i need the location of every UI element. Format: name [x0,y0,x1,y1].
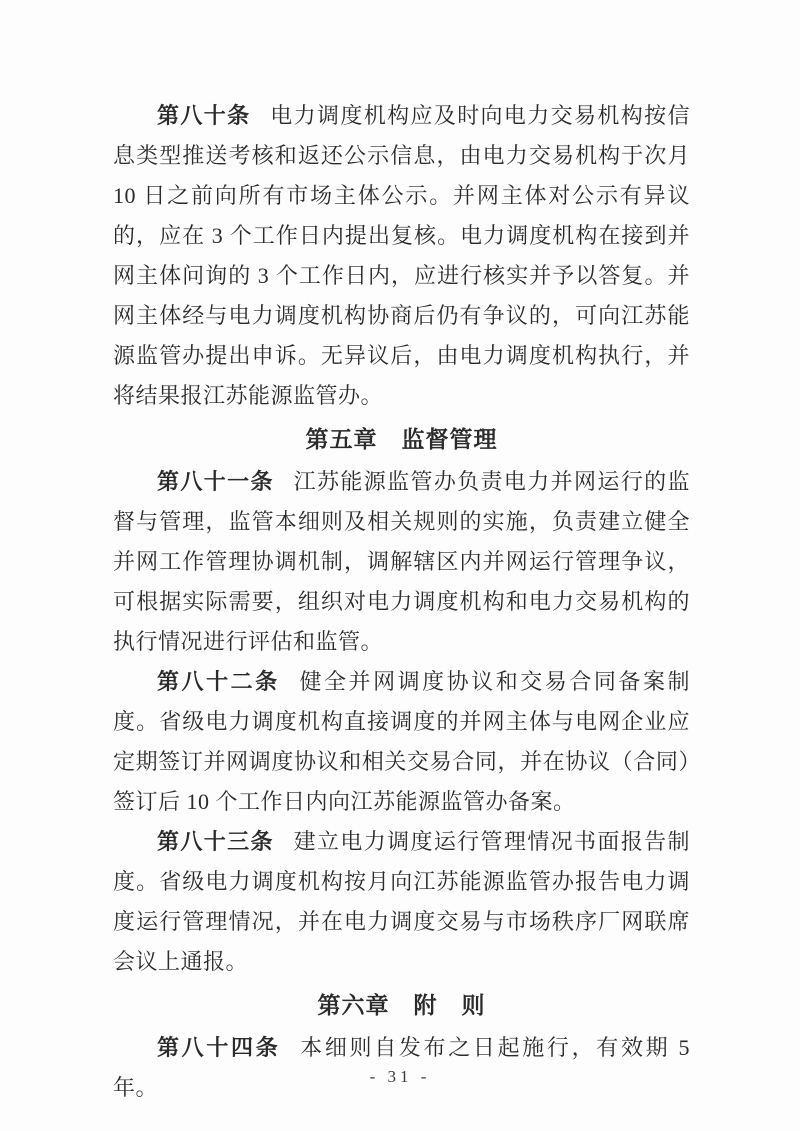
article-80-paragraph [113,96,690,416]
page-number: - 31 - [369,1067,431,1086]
article-82-text: 健全并网调度协议和交易合同备案制度。省级电力调度机构直接调度的并网主体与电网企业应定期签订并网调度协议和相关交易合同，并在协议（合同）签订后 10 个工作日内向江苏能源监管办备案。 [113,669,690,814]
article-80-label: 第八十条 [157,103,251,128]
article-81-label: 第八十一条 [157,469,274,494]
chapter-5-heading: 第五章 监督管理 [305,426,498,452]
article-81-paragraph [113,462,690,662]
article-80-text: 电力调度机构应及时向电力交易机构按信息类型推送考核和返还公示信息，由电力交易机构于次月 10 日之前向所有市场主体公示。并网主体对公示有异议的，应在 3 个工作日内提出复核。电力调度机构在接到并网主体问询的 3 个工作日内，应进行核实并予以答复。并网主体经与电力调度机构协商后仍有争议的，可向江苏能源监管办提出申诉。无异议后，由电力调度机构执行，并将结果报江苏能源监管办。 [113,103,690,408]
article-81-text: 江苏能源监管办负责电力并网运行的监督与管理，监管本细则及相关规则的实施，负责建立健全并网工作管理协调机制，调解辖区内并网运行管理争议，可根据实际需要，组织对电力调度机构和电力交易机构的执行情况进行评估和监管。 [113,469,690,654]
article-83-paragraph [113,822,690,982]
chapter-6-heading: 第六章 附 则 [317,992,486,1018]
article-82-paragraph [113,662,690,822]
article-84-text: 本细则自发布之日起施行，有效期 5 年。 [113,1035,690,1100]
document-body [113,96,690,1108]
article-82-label: 第八十二条 [157,669,280,694]
article-83-label: 第八十三条 [157,829,274,854]
article-84-label: 第八十四条 [157,1035,281,1060]
article-83-text: 建立电力调度运行管理情况书面报告制度。省级电力调度机构按月向江苏能源监管办报告电力调度运行管理情况，并在电力调度交易与市场秩序厂网联席会议上通报。 [113,829,690,974]
